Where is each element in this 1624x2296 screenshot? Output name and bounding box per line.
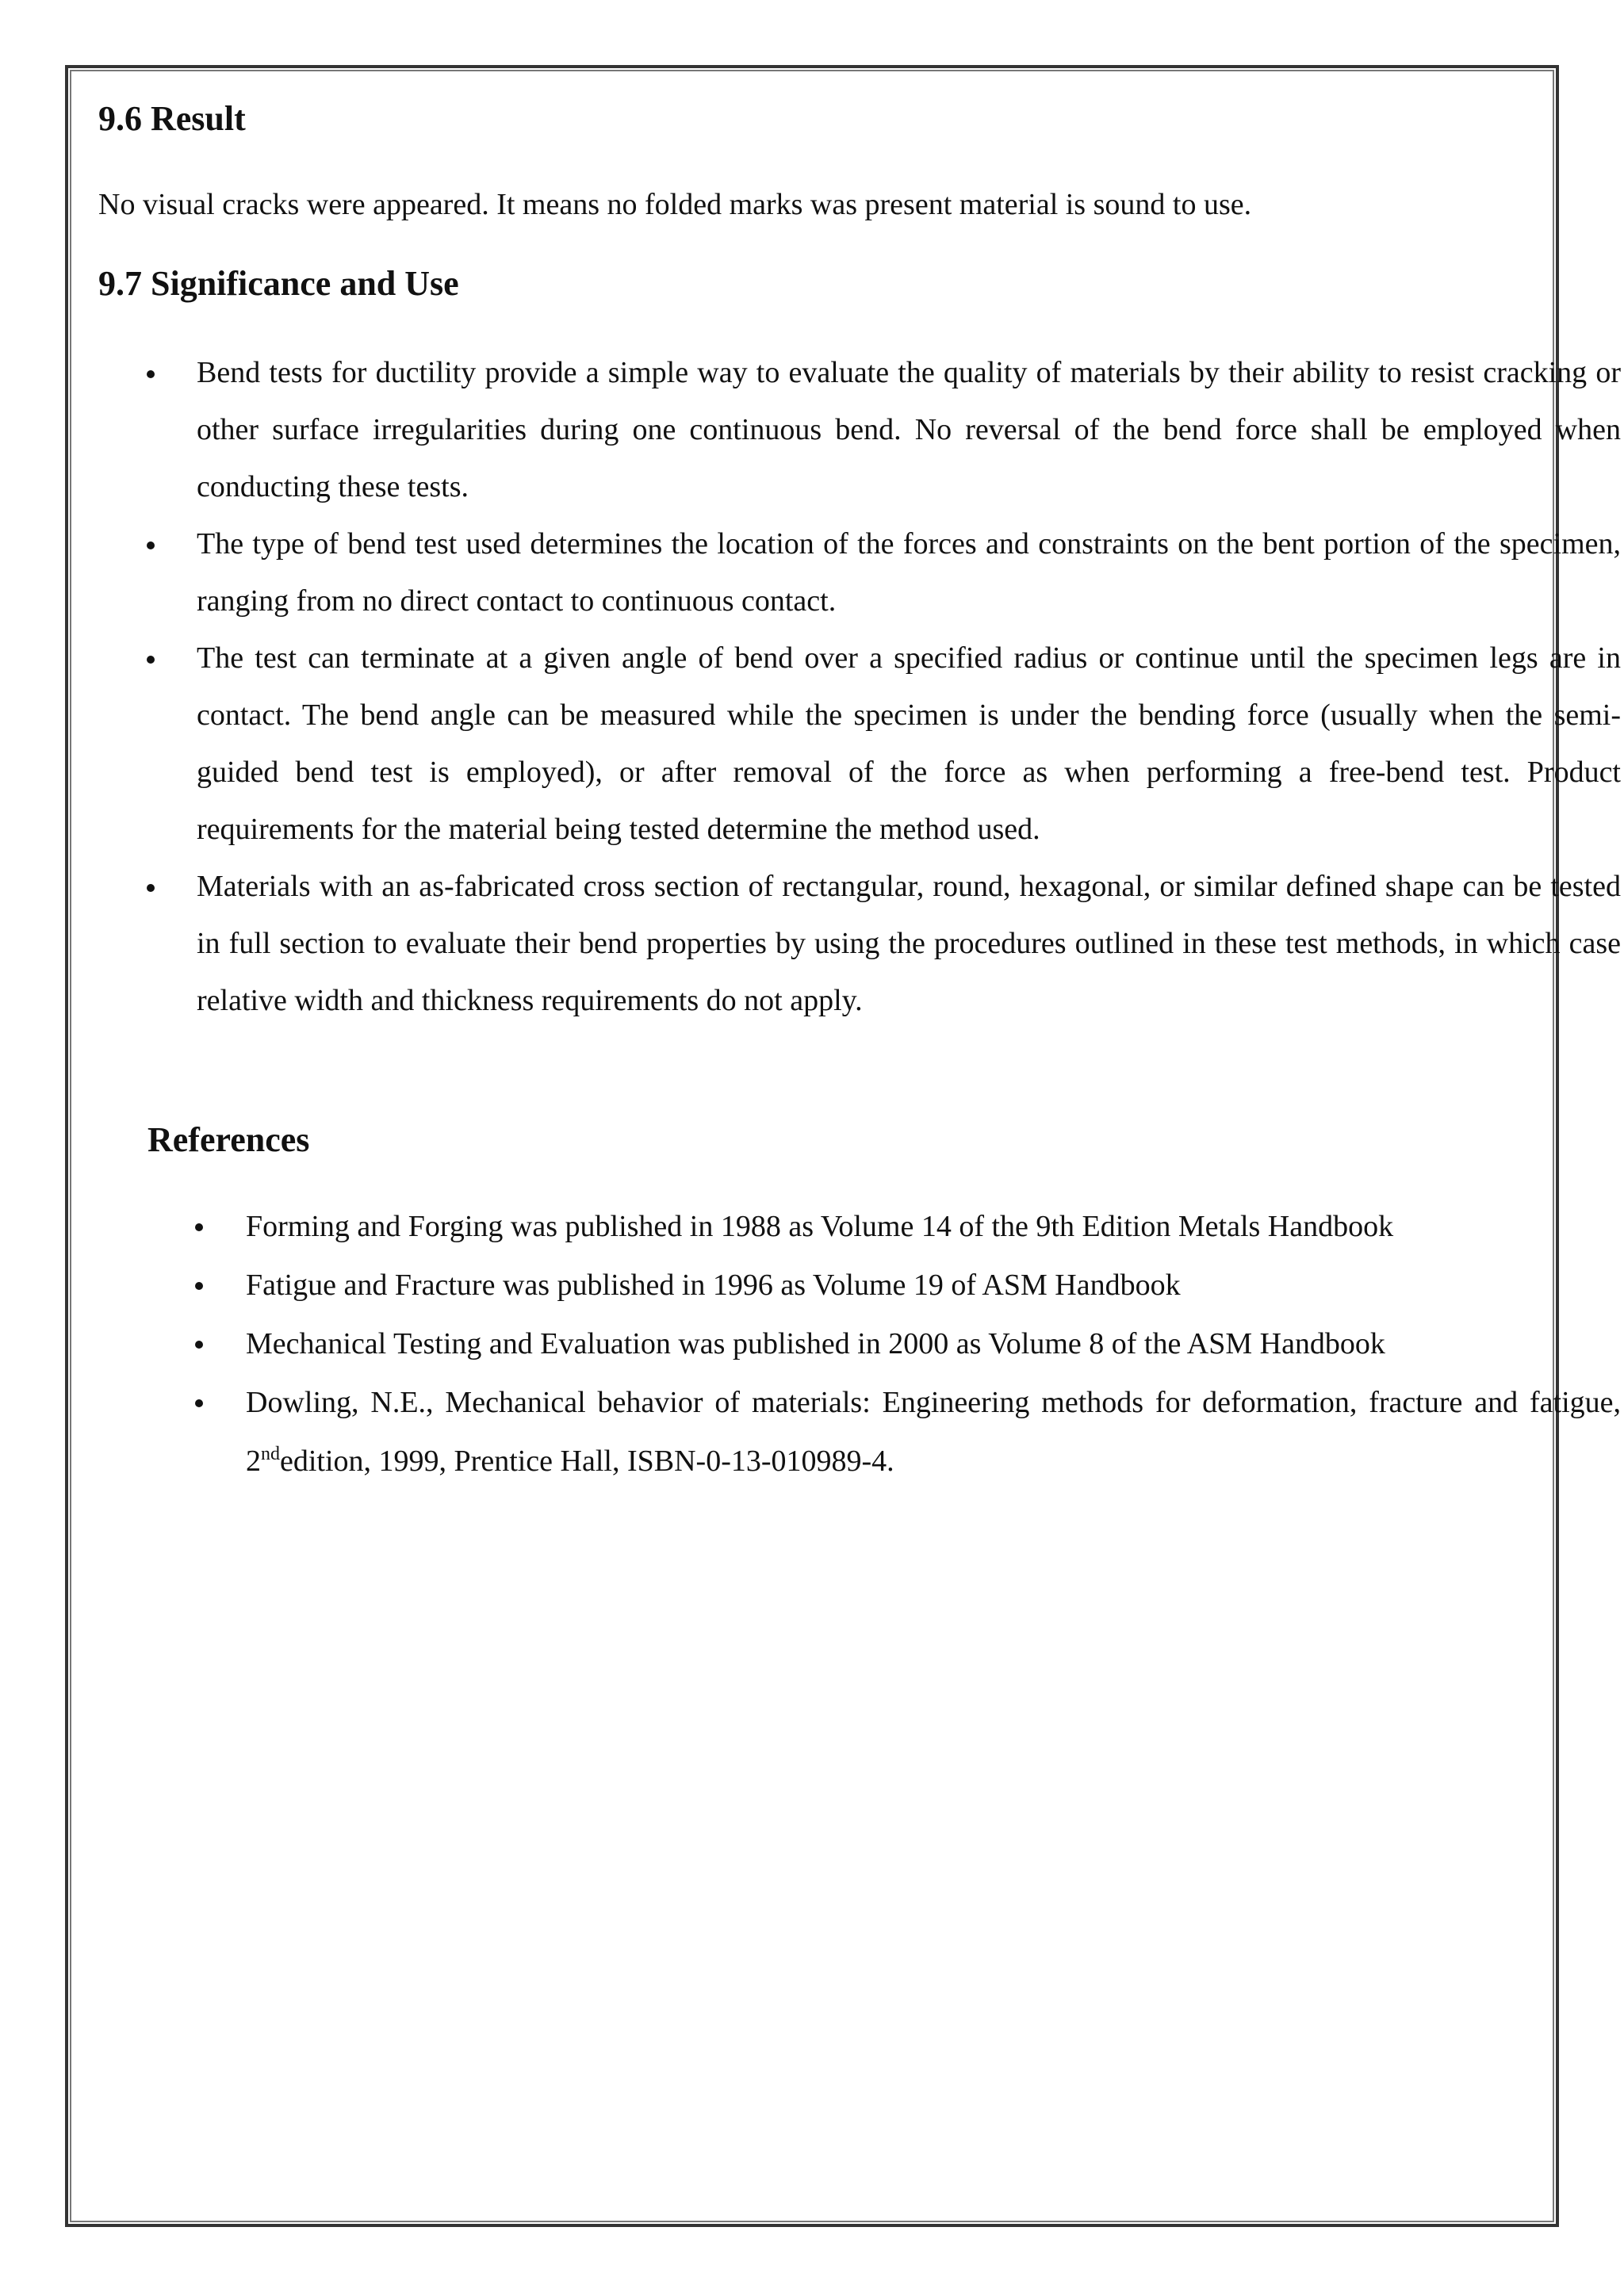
result-text: No visual cracks were appeared. It means no folded marks was present material is sound to use. <box>98 188 1252 221</box>
reference-text-part: edition, 1999, Prentice Hall, ISBN-0-13-010989-4. <box>280 1445 894 1478</box>
ordinal-superscript: nd <box>261 1444 280 1464</box>
bullet-icon <box>195 1282 203 1290</box>
bullet-icon <box>147 884 155 892</box>
significance-list <box>197 344 1621 1029</box>
list-item <box>246 1314 1621 1373</box>
significance-heading: 9.7 Significance and Use <box>98 264 459 303</box>
list-item <box>197 344 1621 515</box>
bullet-icon <box>195 1341 203 1349</box>
bullet-icon <box>195 1223 203 1231</box>
reference-item-text: Mechanical Testing and Evaluation was published in 2000 as Volume 8 of the ASM Handbook <box>246 1327 1385 1360</box>
bullet-icon <box>195 1399 203 1407</box>
bullet-icon <box>147 656 155 664</box>
references-list <box>246 1197 1621 1490</box>
reference-item-text: Fatigue and Fracture was published in 1996 as Volume 19 of ASM Handbook <box>246 1269 1181 1302</box>
list-item <box>246 1373 1621 1490</box>
bullet-icon <box>147 541 155 549</box>
list-item <box>197 858 1621 1029</box>
reference-text-part: Dowling, N.E., Mechanical behavior of materials: Engineering methods for deformation, fracture and fatigue, 2 <box>246 1386 1621 1478</box>
list-item <box>246 1197 1621 1256</box>
list-item <box>197 629 1621 858</box>
bullet-icon <box>147 370 155 378</box>
result-heading: 9.6 Result <box>98 99 246 138</box>
significance-item-text: Materials with an as-fabricated cross section of rectangular, round, hexagonal, or similar defined shape can be tested in full section to evaluate their bend properties by using the procedures outlined in these test methods, in which case relative width and thickness requirements do not apply. <box>197 870 1621 1017</box>
significance-item-text: Bend tests for ductility provide a simple way to evaluate the quality of materials by their ability to resist cracking or other surface irregularities during one continuous bend. No reversal of the bend force shall be employed when conducting these tests. <box>197 356 1621 503</box>
reference-item-text: Forming and Forging was published in 1988 as Volume 14 of the 9th Edition Metals Handbook <box>246 1210 1394 1243</box>
significance-item-text: The type of bend test used determines the location of the forces and constraints on the bent portion of the specimen, ranging from no direct contact to continuous contact. <box>197 527 1621 618</box>
reference-item-text <box>246 1386 1621 1478</box>
significance-item-text: The test can terminate at a given angle of bend over a specified radius or continue until the specimen legs are in contact. The bend angle can be measured while the specimen is under the bending force (usually when the semi-guided bend test is employed), or after removal of the force as when performing a free-bend test. Product requirements for the material being tested determine the method used. <box>197 641 1621 846</box>
references-heading: References <box>147 1120 310 1159</box>
list-item <box>197 515 1621 629</box>
list-item <box>246 1256 1621 1314</box>
